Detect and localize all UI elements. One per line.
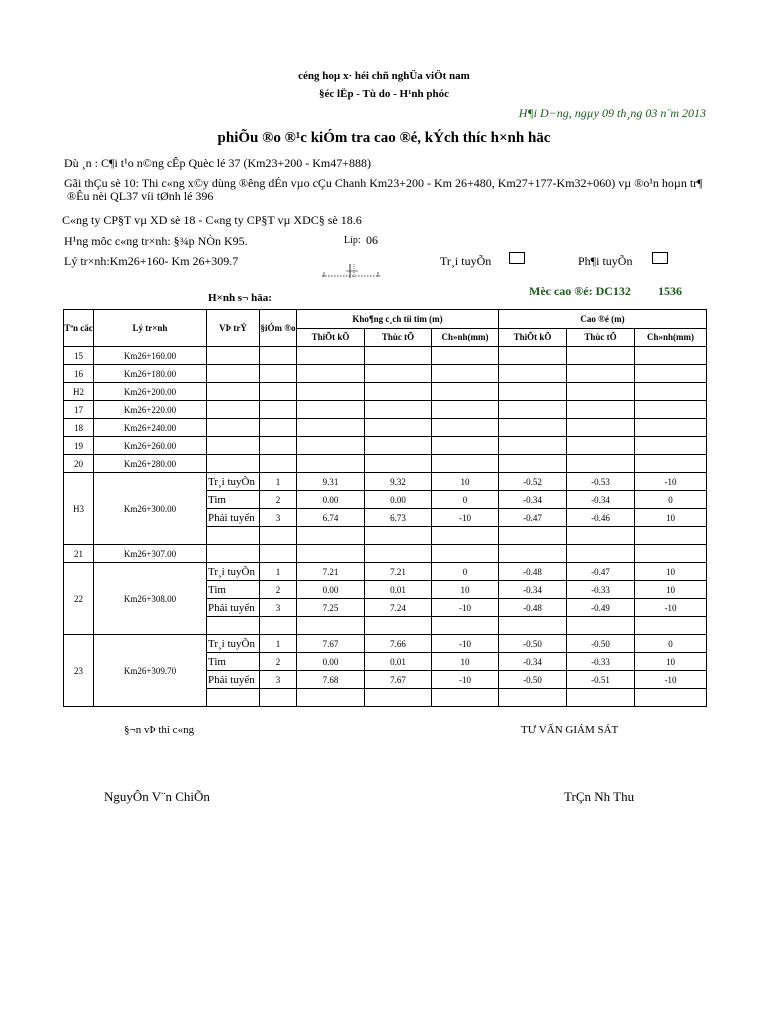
- value-cell: 0.01: [365, 581, 432, 599]
- value-cell: -0.50: [567, 635, 635, 653]
- value-cell: -10: [635, 671, 707, 689]
- stake-cell: 21: [64, 545, 94, 563]
- empty-cell: [432, 437, 499, 455]
- empty-cell: [432, 689, 499, 707]
- empty-cell: [567, 689, 635, 707]
- value-cell: 7.68: [297, 671, 365, 689]
- table-row: [64, 401, 707, 419]
- empty-cell: [260, 527, 297, 545]
- empty-cell: [635, 383, 707, 401]
- stake-cell: 19: [64, 437, 94, 455]
- stake-cell: 23: [64, 635, 94, 707]
- value-cell: -0.46: [567, 509, 635, 527]
- chainage-cell: Km26+180.00: [94, 365, 207, 383]
- value-cell: 10: [635, 563, 707, 581]
- empty-cell: [260, 689, 297, 707]
- empty-cell: [635, 365, 707, 383]
- value-cell: -0.33: [567, 581, 635, 599]
- empty-cell: [207, 365, 260, 383]
- empty-cell: [207, 689, 260, 707]
- stake-cell: H3: [64, 473, 94, 545]
- empty-cell: [432, 383, 499, 401]
- stake-cell: 22: [64, 563, 94, 635]
- value-cell: 10: [432, 653, 499, 671]
- empty-cell: [297, 545, 365, 563]
- empty-cell: [432, 455, 499, 473]
- empty-cell: [635, 401, 707, 419]
- value-cell: 7.66: [365, 635, 432, 653]
- value-cell: -0.49: [567, 599, 635, 617]
- header-position: VÞ trÝ: [207, 310, 260, 347]
- value-cell: 10: [432, 473, 499, 491]
- value-cell: 7.25: [297, 599, 365, 617]
- empty-cell: [207, 545, 260, 563]
- empty-cell: [499, 545, 567, 563]
- empty-cell: [567, 617, 635, 635]
- document-title: phiÕu ®o ®¹c kiÓm tra cao ®é, kÝch thíc h×nh häc: [217, 130, 551, 146]
- value-cell: -0.53: [567, 473, 635, 491]
- point-cell: 1: [260, 563, 297, 581]
- empty-cell: [567, 401, 635, 419]
- table-row: [64, 365, 707, 383]
- header-distance: Kho¶ng c¸ch tíi tim (m): [297, 310, 499, 329]
- company-line: C«ng ty CP§T vµ XD sè 18 - C«ng ty CP§T vµ XDC§ sè 18.6: [62, 213, 362, 227]
- stake-cell: 20: [64, 455, 94, 473]
- empty-cell: [365, 365, 432, 383]
- supervisor-title: TƯ VẤN GIÁM SÁT: [521, 724, 619, 736]
- empty-cell: [297, 365, 365, 383]
- empty-cell: [260, 545, 297, 563]
- empty-cell: [567, 419, 635, 437]
- empty-cell: [432, 347, 499, 365]
- empty-cell: [432, 527, 499, 545]
- table-row: [64, 473, 707, 491]
- value-cell: -0.48: [499, 599, 567, 617]
- header-actual: Thùc tÕ: [365, 328, 432, 347]
- empty-cell: [297, 437, 365, 455]
- empty-cell: [297, 689, 365, 707]
- value-cell: -10: [635, 473, 707, 491]
- position-cell: Tr¸i tuyÕn: [207, 563, 260, 581]
- benchmark-value: 1536: [658, 284, 682, 298]
- left-side-checkbox[interactable]: [509, 252, 525, 264]
- value-cell: 6.74: [297, 509, 365, 527]
- value-cell: 0: [432, 563, 499, 581]
- empty-cell: [297, 455, 365, 473]
- value-cell: -0.48: [499, 563, 567, 581]
- header-design: ThiÕt kÕ: [499, 328, 567, 347]
- empty-cell: [432, 617, 499, 635]
- empty-cell: [499, 689, 567, 707]
- position-cell: Tim: [207, 491, 260, 509]
- empty-cell: [499, 365, 567, 383]
- empty-cell: [432, 545, 499, 563]
- chainage-cell: Km26+309.70: [94, 635, 207, 707]
- empty-cell: [260, 401, 297, 419]
- empty-cell: [207, 527, 260, 545]
- empty-cell: [365, 689, 432, 707]
- header-stake: Tªn cäc: [64, 310, 94, 347]
- value-cell: 0.01: [365, 653, 432, 671]
- table-row: [64, 383, 707, 401]
- value-cell: 0: [432, 491, 499, 509]
- header-design: ThiÕt kÕ: [297, 328, 365, 347]
- empty-cell: [567, 455, 635, 473]
- point-cell: 2: [260, 653, 297, 671]
- table-row: [64, 419, 707, 437]
- empty-cell: [567, 347, 635, 365]
- value-cell: -0.33: [567, 653, 635, 671]
- value-cell: -10: [635, 599, 707, 617]
- empty-cell: [365, 383, 432, 401]
- empty-cell: [432, 365, 499, 383]
- value-cell: -0.50: [499, 635, 567, 653]
- empty-cell: [260, 419, 297, 437]
- stake-cell: 16: [64, 365, 94, 383]
- empty-cell: [207, 617, 260, 635]
- benchmark-label: Mèc cao ®é: DC132: [529, 284, 631, 298]
- layer-value: 06: [366, 233, 378, 247]
- empty-cell: [207, 437, 260, 455]
- empty-cell: [499, 401, 567, 419]
- value-cell: 7.67: [365, 671, 432, 689]
- empty-cell: [365, 617, 432, 635]
- empty-cell: [207, 383, 260, 401]
- header-point: §iÓm ®o: [260, 310, 297, 347]
- value-cell: -10: [432, 599, 499, 617]
- value-cell: 7.21: [365, 563, 432, 581]
- point-cell: 2: [260, 581, 297, 599]
- empty-cell: [635, 347, 707, 365]
- measurement-table: [63, 309, 707, 707]
- value-cell: 0.00: [297, 653, 365, 671]
- document-date: H¶i D−ng, ngµy 09 th¸ng 03 n¨m 2013: [518, 106, 706, 120]
- empty-cell: [567, 365, 635, 383]
- empty-cell: [365, 347, 432, 365]
- position-cell: Phải tuyến: [207, 509, 260, 527]
- header-actual: Thùc tÕ: [567, 328, 635, 347]
- value-cell: -0.47: [499, 509, 567, 527]
- point-cell: 2: [260, 491, 297, 509]
- position-cell: Tr¸i tuyÕn: [207, 473, 260, 491]
- package-line-2: ®Êu nèi QL37 víi tØnh lé 396: [67, 189, 214, 203]
- value-cell: -10: [432, 509, 499, 527]
- chainage-cell: Km26+307.00: [94, 545, 207, 563]
- empty-cell: [499, 437, 567, 455]
- empty-cell: [297, 383, 365, 401]
- value-cell: 10: [635, 653, 707, 671]
- value-cell: 10: [635, 581, 707, 599]
- contractor-title: §¬n vÞ thi c«ng: [124, 724, 195, 736]
- empty-cell: [260, 617, 297, 635]
- empty-cell: [432, 419, 499, 437]
- empty-cell: [567, 545, 635, 563]
- value-cell: -0.52: [499, 473, 567, 491]
- position-cell: Tim: [207, 653, 260, 671]
- value-cell: -0.50: [499, 671, 567, 689]
- empty-cell: [297, 347, 365, 365]
- point-cell: 3: [260, 509, 297, 527]
- empty-cell: [297, 419, 365, 437]
- empty-cell: [499, 347, 567, 365]
- stake-cell: 15: [64, 347, 94, 365]
- value-cell: 7.21: [297, 563, 365, 581]
- empty-cell: [635, 419, 707, 437]
- empty-cell: [207, 401, 260, 419]
- position-cell: Phải tuyến: [207, 599, 260, 617]
- empty-cell: [635, 527, 707, 545]
- empty-cell: [365, 545, 432, 563]
- value-cell: 10: [635, 509, 707, 527]
- empty-cell: [297, 401, 365, 419]
- value-cell: 10: [432, 581, 499, 599]
- value-cell: -0.51: [567, 671, 635, 689]
- work-item-line: H¹ng môc c«ng tr×nh: §¾p NÒn K95.: [64, 234, 248, 248]
- value-cell: 9.31: [297, 473, 365, 491]
- empty-cell: [365, 419, 432, 437]
- value-cell: -0.34: [499, 491, 567, 509]
- chainage-cell: Km26+200.00: [94, 383, 207, 401]
- empty-cell: [207, 455, 260, 473]
- position-cell: Phải tuyến: [207, 671, 260, 689]
- value-cell: 0: [635, 635, 707, 653]
- stake-cell: 17: [64, 401, 94, 419]
- header-elevation: Cao ®é (m): [499, 310, 707, 329]
- empty-cell: [297, 617, 365, 635]
- empty-cell: [499, 419, 567, 437]
- empty-cell: [260, 383, 297, 401]
- empty-cell: [567, 383, 635, 401]
- table-row: [64, 455, 707, 473]
- package-line-1: Gãi thÇu sè 10: Thi c«ng x©y dùng ®êng dÉn vµo cÇu Chanh Km23+200 - Km 26+480, Km27+177-Km32+060) vµ ®o¹n hoµn tr¶: [64, 176, 703, 190]
- table-row: [64, 563, 707, 581]
- point-cell: 3: [260, 599, 297, 617]
- empty-cell: [635, 455, 707, 473]
- layer-label: Líp:: [344, 235, 361, 246]
- empty-cell: [635, 617, 707, 635]
- chainage-cell: Km26+220.00: [94, 401, 207, 419]
- empty-cell: [260, 365, 297, 383]
- chainage-cell: Km26+280.00: [94, 455, 207, 473]
- header-diff: Ch»nh(mm): [635, 328, 707, 347]
- value-cell: 0.00: [297, 491, 365, 509]
- value-cell: 9.32: [365, 473, 432, 491]
- empty-cell: [297, 527, 365, 545]
- national-motto: céng hoµ x· héi chñ nghÜa viÖt nam: [298, 70, 470, 82]
- table-row: [64, 437, 707, 455]
- empty-cell: [567, 527, 635, 545]
- chainage-cell: Km26+308.00: [94, 563, 207, 635]
- table-body: [64, 347, 707, 707]
- value-cell: 7.24: [365, 599, 432, 617]
- point-cell: 1: [260, 473, 297, 491]
- contractor-name: NguyÔn V¨n ChiÕn: [104, 789, 210, 804]
- point-cell: 1: [260, 635, 297, 653]
- motto-subtitle: §éc lËp - Tù do - H¹nh phóc: [319, 88, 449, 100]
- chainage-cell: Km26+240.00: [94, 419, 207, 437]
- table-row: [64, 635, 707, 653]
- chainage-cell: Km26+260.00: [94, 437, 207, 455]
- value-cell: -0.47: [567, 563, 635, 581]
- value-cell: -0.34: [567, 491, 635, 509]
- empty-cell: [567, 437, 635, 455]
- left-side-label: Tr¸i tuyÕn: [440, 254, 492, 268]
- empty-cell: [499, 383, 567, 401]
- value-cell: -0.34: [499, 653, 567, 671]
- point-cell: 3: [260, 671, 297, 689]
- empty-cell: [499, 617, 567, 635]
- right-side-label: Ph¶i tuyÕn: [578, 254, 633, 268]
- empty-cell: [365, 455, 432, 473]
- header-diff: Ch»nh(mm): [432, 328, 499, 347]
- empty-cell: [635, 545, 707, 563]
- empty-cell: [499, 527, 567, 545]
- empty-cell: [365, 437, 432, 455]
- empty-cell: [260, 437, 297, 455]
- empty-cell: [260, 347, 297, 365]
- header-chainage: Lý tr×nh: [94, 310, 207, 347]
- value-cell: -0.34: [499, 581, 567, 599]
- position-cell: Tr¸i tuyÕn: [207, 635, 260, 653]
- value-cell: 6.73: [365, 509, 432, 527]
- value-cell: -10: [432, 635, 499, 653]
- value-cell: -10: [432, 671, 499, 689]
- value-cell: 7.67: [297, 635, 365, 653]
- chainage-line: Lý tr×nh:Km26+160- Km 26+309.7: [64, 254, 239, 268]
- empty-cell: [635, 689, 707, 707]
- chainage-cell: Km26+160.00: [94, 347, 207, 365]
- right-side-checkbox[interactable]: [652, 252, 668, 264]
- empty-cell: [207, 419, 260, 437]
- supervisor-name: TrÇn Nh Thu: [564, 789, 635, 804]
- empty-cell: [365, 527, 432, 545]
- empty-cell: [499, 455, 567, 473]
- project-line: Dù ¸n : C¶i t¹o n©ng cÊp Quèc lé 37 (Km23+200 - Km47+888): [64, 156, 371, 170]
- table-row: [64, 347, 707, 365]
- stake-cell: H2: [64, 383, 94, 401]
- value-cell: 0.00: [297, 581, 365, 599]
- sketch-label: H×nh s¬ häa:: [208, 292, 272, 304]
- empty-cell: [260, 455, 297, 473]
- table-row: [64, 545, 707, 563]
- empty-cell: [365, 401, 432, 419]
- empty-cell: [207, 347, 260, 365]
- empty-cell: [432, 401, 499, 419]
- chainage-cell: Km26+300.00: [94, 473, 207, 545]
- position-cell: Tim: [207, 581, 260, 599]
- empty-cell: [635, 437, 707, 455]
- cross-section-sketch-icon: [320, 262, 382, 280]
- value-cell: 0: [635, 491, 707, 509]
- value-cell: 0.00: [365, 491, 432, 509]
- stake-cell: 18: [64, 419, 94, 437]
